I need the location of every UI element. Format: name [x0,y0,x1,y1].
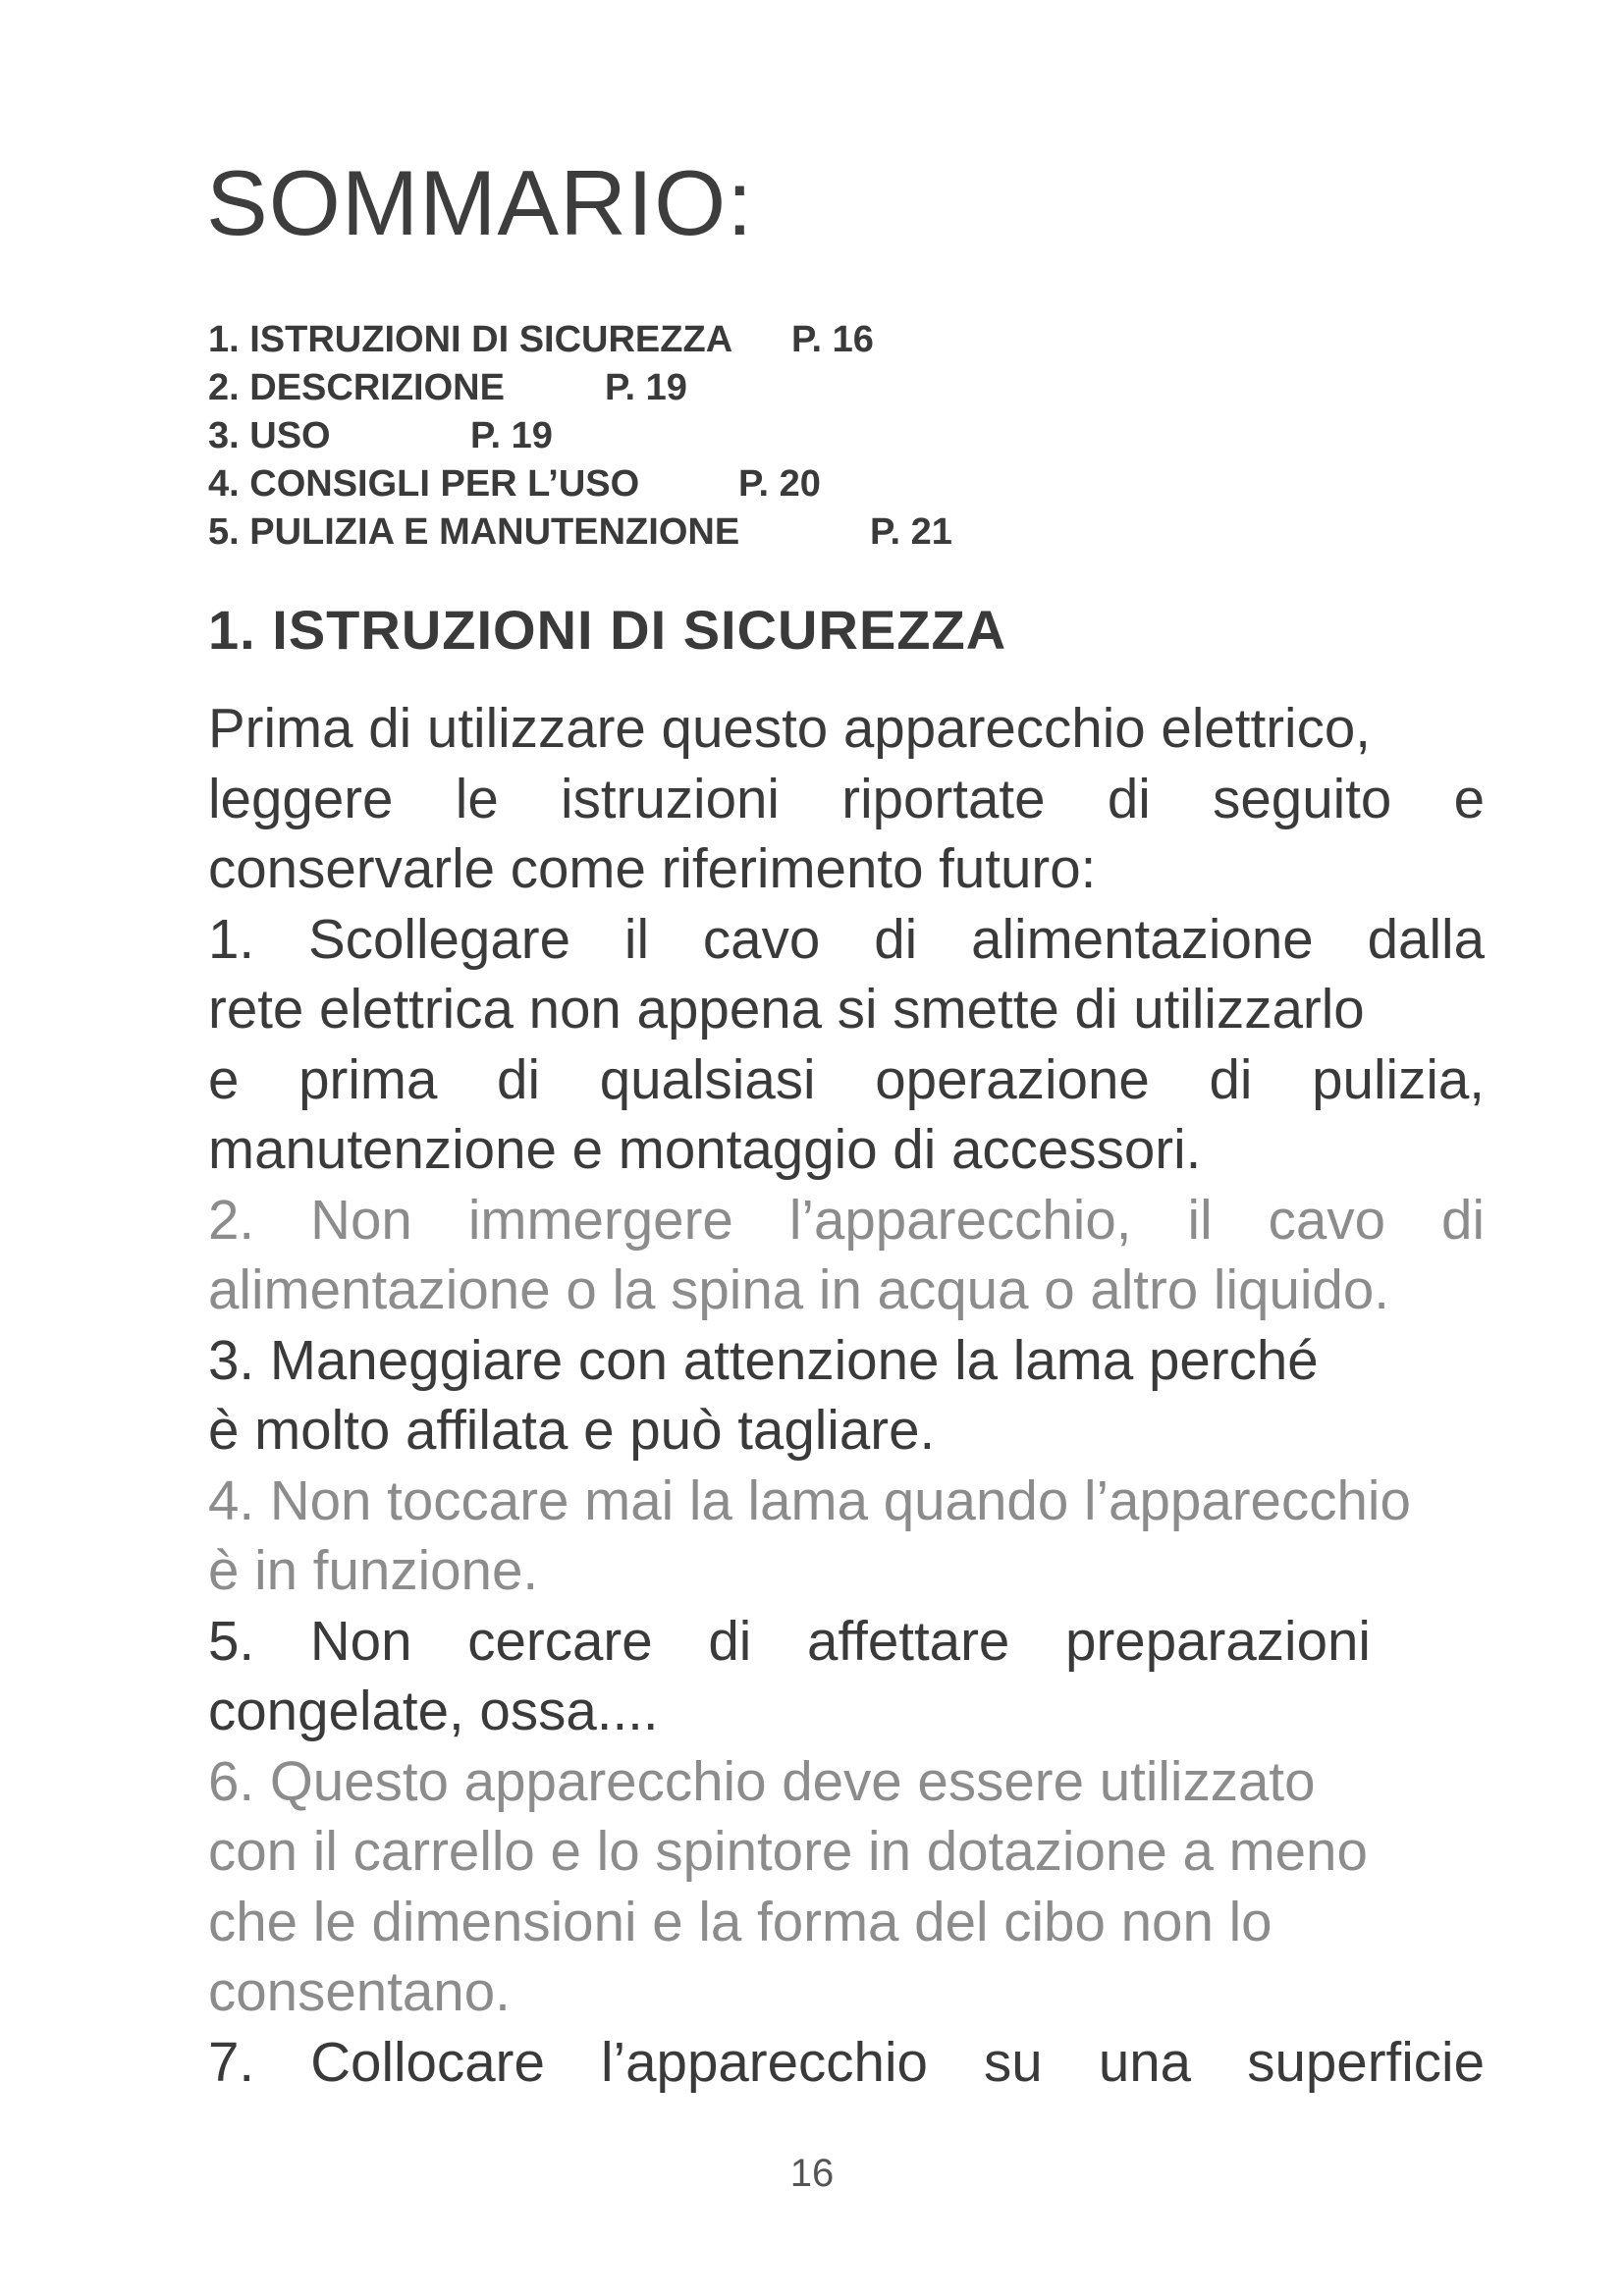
toc-item-label: 5. PULIZIA E MANUTENZIONE [208,511,740,553]
instruction-item [208,1746,1563,2027]
text-line: 2. Non immergere l’apparecchio, il cavo di [208,1188,1485,1251]
text-line: consentano. [208,1960,511,2022]
toc-item-page: P. 20 [738,463,821,505]
text-line: leggere le istruzioni riportate di seguito e [208,767,1485,829]
toc-item-label: 1. ISTRUZIONI DI SICUREZZA [208,319,733,360]
text-line: Prima di utilizzare questo apparecchio elettrico, [208,697,1371,759]
toc-item-page: P. 16 [791,319,874,360]
safety-instructions-body [208,693,1563,2097]
instruction-item [208,1466,1563,1606]
text-line: manutenzione e montaggio di accessori. [208,1118,1202,1180]
toc-item-page: P. 21 [870,511,952,553]
text-line: 7. Collocare l’apparecchio su una superficie [208,2030,1485,2093]
instruction-item [208,1606,1563,1746]
toc-item-page: P. 19 [605,367,687,408]
page-number: 16 [789,2152,835,2195]
text-line: 1. Scollegare il cavo di alimentazione dalla [208,907,1485,970]
text-line: rete elettrica non appena si smette di utilizzarlo [208,978,1365,1040]
text-line: è in funzione. [208,1539,539,1601]
toc-item-label: 2. DESCRIZIONE [208,367,505,408]
text-line: 6. Questo apparecchio deve essere utilizzato [208,1749,1316,1812]
text-line: congelate, ossa.... [208,1680,659,1741]
toc-item-page: P. 19 [470,415,553,456]
instruction-item [208,1325,1563,1466]
text-line: che le dimensioni e la forma del cibo non lo [208,1890,1272,1952]
text-line: alimentazione o la spina in acqua o altro liquido. [208,1258,1389,1320]
toc-item-label: 4. CONSIGLI PER L’USO [208,463,640,505]
text-line: 4. Non toccare mai la lama quando l’apparecchio [208,1468,1411,1531]
page-title: SOMMARIO: [206,151,754,254]
text-line: 5. Non cercare di affettare preparazioni [208,1609,1371,1672]
toc-item-label: 3. USO [208,415,331,456]
instruction-item [208,2027,1563,2098]
section-heading: 1. ISTRUZIONI DI SICUREZZA [208,599,1007,661]
text-line: con il carrello e lo spintore in dotazione a meno [208,1820,1368,1882]
text-line: conservarle come riferimento futuro: [208,837,1097,899]
text-line: 3. Maneggiare con attenzione la lama perché [208,1328,1319,1391]
text-line: è molto affilata e può tagliare. [208,1399,936,1461]
intro-paragraph [208,693,1563,904]
text-line: e prima di qualsiasi operazione di pulizia, [208,1047,1485,1110]
instruction-item [208,904,1563,1185]
instruction-item [208,1185,1563,1325]
